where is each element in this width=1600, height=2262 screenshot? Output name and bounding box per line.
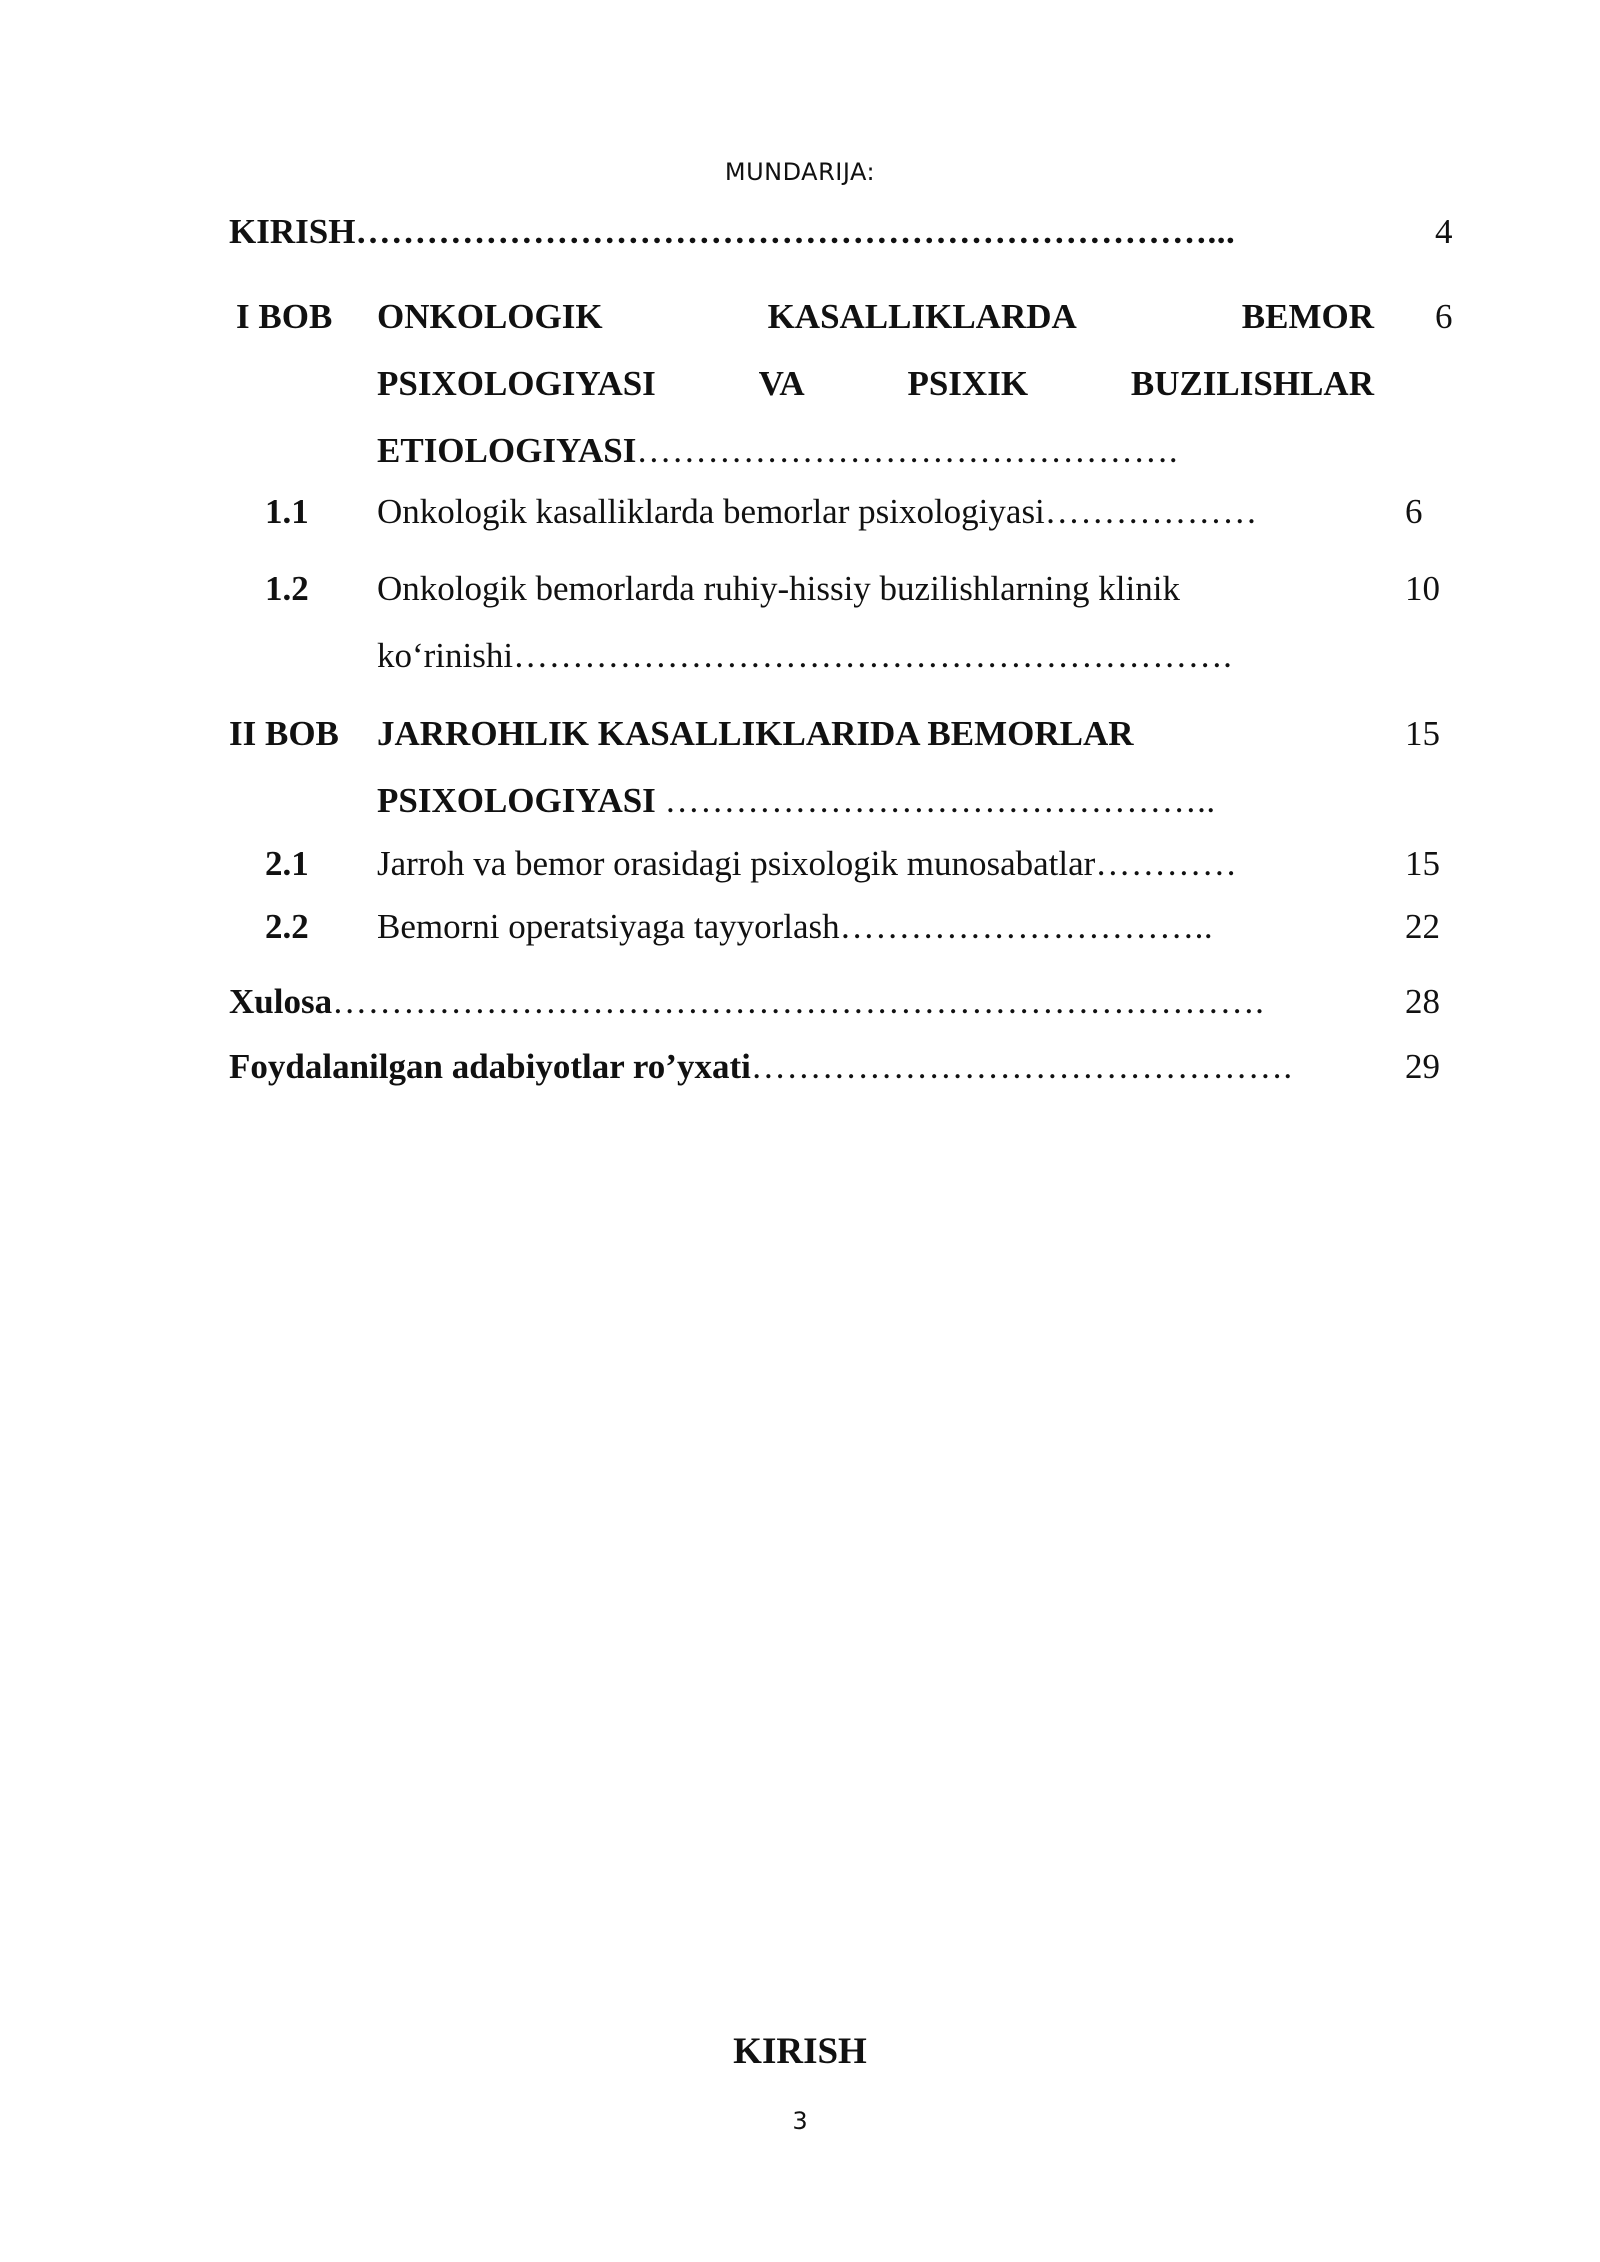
toc-page-kirish: 4 [1435, 212, 1453, 251]
chapter-label-2: II BOB [229, 714, 339, 753]
toc-page-xulosa: 28 [1405, 982, 1440, 1021]
toc-entry-1-2[interactable] [377, 571, 1180, 606]
toc-entry-1-1[interactable] [377, 494, 1258, 529]
chapter-2-title-line-1[interactable]: JARROHLIK KASALLIKLARIDA BEMORLAR [377, 714, 1134, 753]
leader-dots: ……………………………………………………. [513, 636, 1233, 675]
toc-entry-title: KIRISH [229, 212, 356, 251]
section-number-2-1: 2.1 [265, 844, 309, 883]
toc-page-chapter-1: 6 [1435, 297, 1453, 336]
toc-entry-kirish[interactable] [229, 214, 1235, 249]
toc-entry-2-1[interactable] [377, 846, 1237, 881]
chapter-1-title-line-1[interactable] [377, 299, 1374, 334]
title-word: PSIXOLOGIYASI [377, 364, 656, 403]
toc-page-chapter-2: 15 [1405, 714, 1440, 753]
toc-entry-xulosa[interactable] [229, 984, 1264, 1019]
title-word: PSIXIK [907, 364, 1029, 403]
title-word: VA [758, 364, 805, 403]
toc-page-2-2: 22 [1405, 907, 1440, 946]
toc-entry-title: Bemorni operatsiyaga tayyorlash [377, 907, 840, 946]
leader-dots: ………………………………………. [636, 431, 1179, 470]
toc-entry-title: Foydalanilgan adabiyotlar ro’yxati [229, 1047, 751, 1086]
toc-page-1-2: 10 [1405, 569, 1440, 608]
toc-entry-title: Jarroh va bemor orasidagi psixologik munosabatlar [377, 844, 1096, 883]
chapter-1-title-line-3[interactable] [377, 433, 1178, 468]
title-word: ONKOLOGIK [377, 297, 603, 336]
toc-entry-title: Onkologik kasalliklarda bemorlar psixologiyasi [377, 492, 1045, 531]
toc-page-adabiyotlar: 29 [1405, 1047, 1440, 1086]
chapter-label-1: I BOB [236, 297, 333, 336]
leader-dots: ………… [1095, 844, 1238, 883]
title-word: BUZILISHLAR [1130, 364, 1374, 403]
title-word: KASALLIKLARDA [767, 297, 1077, 336]
section-number-1-1: 1.1 [265, 492, 309, 531]
leader-dots: ……………………………………………………………………. [332, 982, 1265, 1021]
title-word: ETIOLOGIYASI [377, 431, 637, 470]
leader-dots: ………………………….. [839, 907, 1214, 946]
toc-entry-adabiyotlar[interactable] [229, 1049, 1293, 1084]
toc-heading: MUNDARIJA: [724, 158, 876, 186]
title-word: PSIXOLOGIYASI [377, 781, 665, 820]
toc-entry-title: Xulosa [229, 982, 333, 1021]
chapter-1-title-line-2[interactable] [377, 366, 1374, 401]
leader-dots: ……………… [1044, 492, 1258, 531]
chapter-2-title-line-2[interactable] [377, 783, 1216, 818]
page-number: 3 [792, 2107, 808, 2135]
toc-page-1-1: 6 [1405, 492, 1423, 531]
section-number-1-2: 1.2 [265, 569, 309, 608]
leader-dots: ……………………………………….. [664, 781, 1216, 820]
leader-dots: ………………………………………. [750, 1047, 1293, 1086]
section-number-2-2: 2.2 [265, 907, 309, 946]
toc-entry-1-2-cont[interactable] [377, 638, 1232, 673]
title-word: BEMOR [1241, 297, 1374, 336]
leader-dots: ………………………………………………………………... [355, 212, 1236, 251]
toc-entry-title: ko‘rinishi [377, 636, 514, 675]
toc-entry-2-2[interactable] [377, 909, 1213, 944]
section-heading-kirish: KIRISH [733, 2031, 867, 2072]
toc-entry-title: Onkologik bemorlarda ruhiy-hissiy buzilishlarning klinik [377, 569, 1180, 608]
toc-page-2-1: 15 [1405, 844, 1440, 883]
